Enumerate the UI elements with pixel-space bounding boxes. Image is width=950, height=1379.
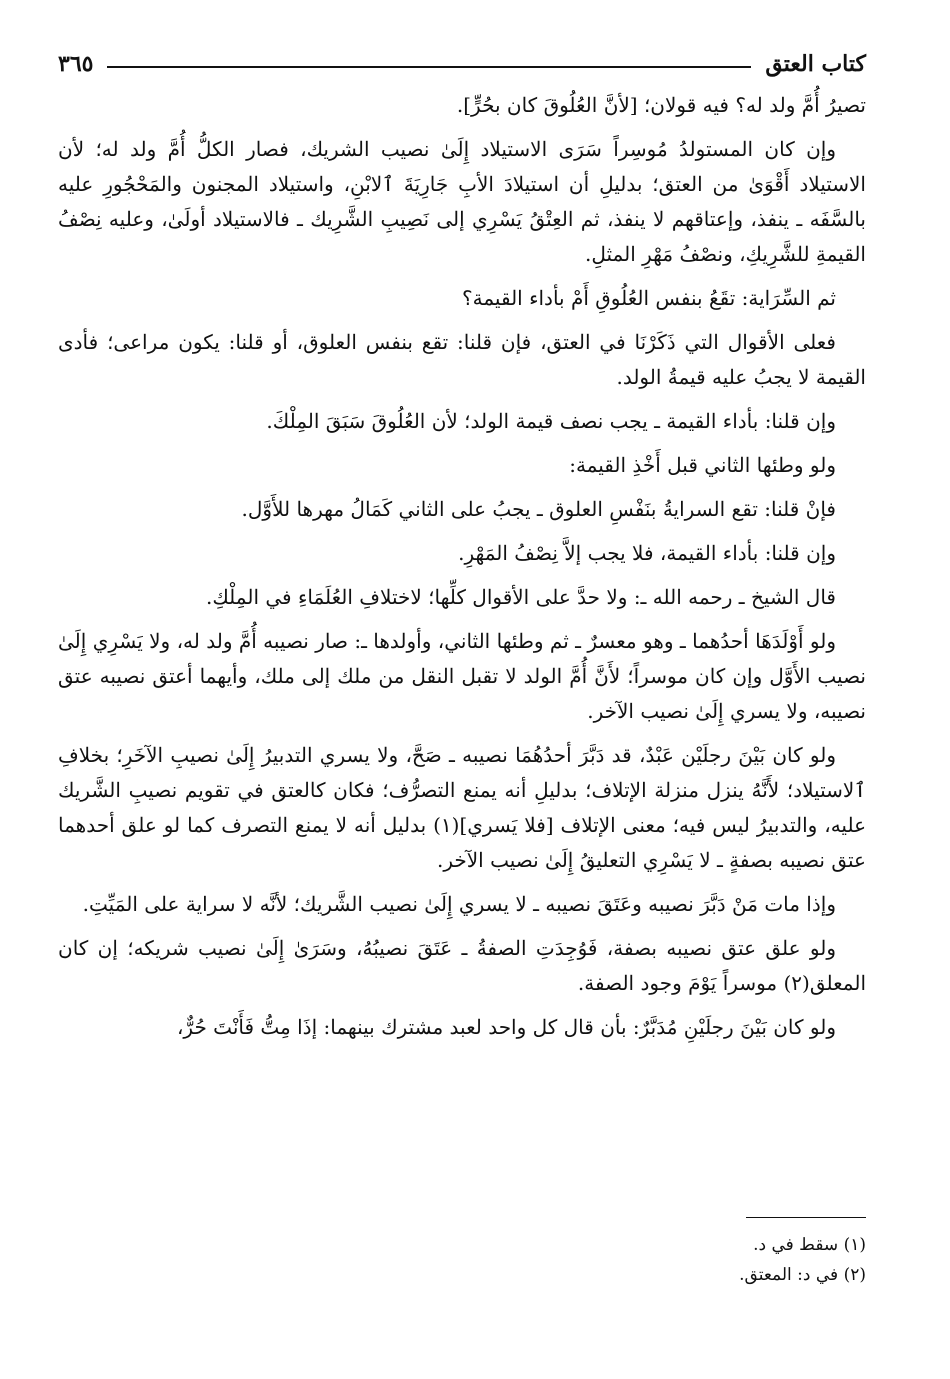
paragraph: قال الشيخ ـ رحمه الله ـ: ولا حدَّ على الأقوال كلِّها؛ لاختلافِ العُلَمَاءِ في المِلْكِ. [205, 585, 836, 609]
paragraph: فإنْ قلنا: تقع السرايةُ بنَفْسِ العلوق ـ يجبُ على الثاني كَمَالُ مهرها للأَوَّل. [241, 497, 836, 521]
paragraph: وإذا مات مَنْ دَبَّرَ نصيبه وعَتَقَ نصيبه ـ لا يسري إِلَىٰ نصيب الشَّريك؛ لأنَّه لا سراية على المَيِّتِ. [82, 892, 836, 916]
paragraph: ولو كان بَيْنَ رجلَيْنِ مُدَبَّرٌ: بأن قال كل واحد لعبد مشترك بينهما: إذَا مِتُّ فَأَنْتَ حُرٌّ، [176, 1015, 836, 1039]
header-rule [107, 66, 751, 68]
paragraph: فعلى الأقوال التي ذَكَرْنَا في العتق، فإن قلنا: تقع بنفس العلوق، أو قلنا: يكون مراعى؛ فأدى القيمة لا يجبُ عليه قيمةُ الولد. [58, 330, 866, 389]
paragraph: ولو كان بَيْنَ رجلَيْن عَبْدٌ، قد دَبَّرَ أحدُهُمَا نصيبه ـ صَحَّ، ولا يسري التدبيرُ إِلَىٰ نصيبِ الآخَرِ؛ بخلافِ ٱلاستيلاد؛ لأَنَّهُ ينزل منزلة الإتلاف؛ بدليلِ أنه يمنع التصرُّف؛ فكان كالعتق في تقويم نصيبِ الشَّريك عليه، والتدبيرُ ليس فيه؛ معنى الإتلاف [فلا يَسري](١) بدليل أنه لا يمنع التصرف كما لو علق أحدهما عتق نصيبه بصفةٍ ـ لا يَسْرِي التعليقُ إِلَىٰ نصيب الآخر. [58, 743, 866, 872]
paragraph: وإن قلنا: بأداء القيمة، فلا يجب إلاَّ نِصْفُ المَهْرِ. [458, 541, 836, 565]
footnote: (٢) في د: المعتق. [739, 1265, 866, 1285]
footnote-rule [746, 1217, 866, 1218]
book-title: كتاب العتق [765, 51, 866, 77]
book-page [58, 44, 866, 1285]
paragraph: ولو وطئها الثاني قبل أَخْذِ القيمة: [569, 453, 836, 477]
paragraph: ثم السِّرَاية: تقَعُ بنفس العُلُوقِ أَمْ بأداء القيمة؟ [462, 286, 836, 310]
paragraph: ولو علق عتق نصيبه بصفة، فَوُجِدَتِ الصفةُ ـ عَتَقَ نصيبُهُ، وسَرَىٰ إِلَىٰ نصيب شريكه؛ إن كان المعلق(٢) موسراً يَوْمَ وجود الصفة. [58, 936, 866, 995]
running-head [58, 44, 866, 84]
paragraph: وإن كان المستولدُ مُوسِراً سَرَى الاستيلاد إِلَىٰ نصيب الشريك، فصار الكلُّ أُمَّ ولد له؛ لأن الاستيلاد أَقْوَىٰ من العتق؛ بدليلِ أن استيلادَ الأبِ جَارِيَةَ ٱلابْنِ، واستيلاد المجنون والمَحْجُورِ عليه بالسَّفَه ـ ينفذ، وإعتاقهم لا ينفذ، ثم العِتْقُ يَسْرِي إلى نَصِيبِ الشَّرِيك ـ فالاستيلاد أولَىٰ، وعليه نِصْفُ القيمةِ للشَّرِيكِ، ونصْفُ مَهْرِ المثلِ. [58, 137, 866, 266]
footnotes [58, 1230, 866, 1290]
paragraph: ولو أَوْلَدَهَا أحدُهما ـ وهو معسرٌ ـ ثم وطئها الثاني، وأولدها ـ: صار نصيبه أُمَّ ولد له، ولا يَسْرِي إِلَىٰ نصيب الأَوَّل وإن كان موسراً؛ لأَنَّ أُمَّ الولد لا تقبل النقل من ملك إلى ملك، وأيهما أعتق نصيبه عتق نصيبه، ولا يسري إِلَىٰ نصيب الآخر. [58, 629, 866, 723]
body-text [58, 88, 866, 1045]
page-number: ٣٦٥ [58, 51, 94, 77]
paragraph: تصيرُ أُمَّ ولد له؟ فيه قولان؛ [لأنَّ العُلُوقَ كان بحُرٍّ]. [456, 93, 866, 117]
footnote: (١) سقط في د. [753, 1235, 866, 1255]
paragraph: وإن قلنا: بأداء القيمة ـ يجب نصف قيمة الولد؛ لأن العُلُوقَ سَبَقَ المِلْكَ. [266, 409, 836, 433]
